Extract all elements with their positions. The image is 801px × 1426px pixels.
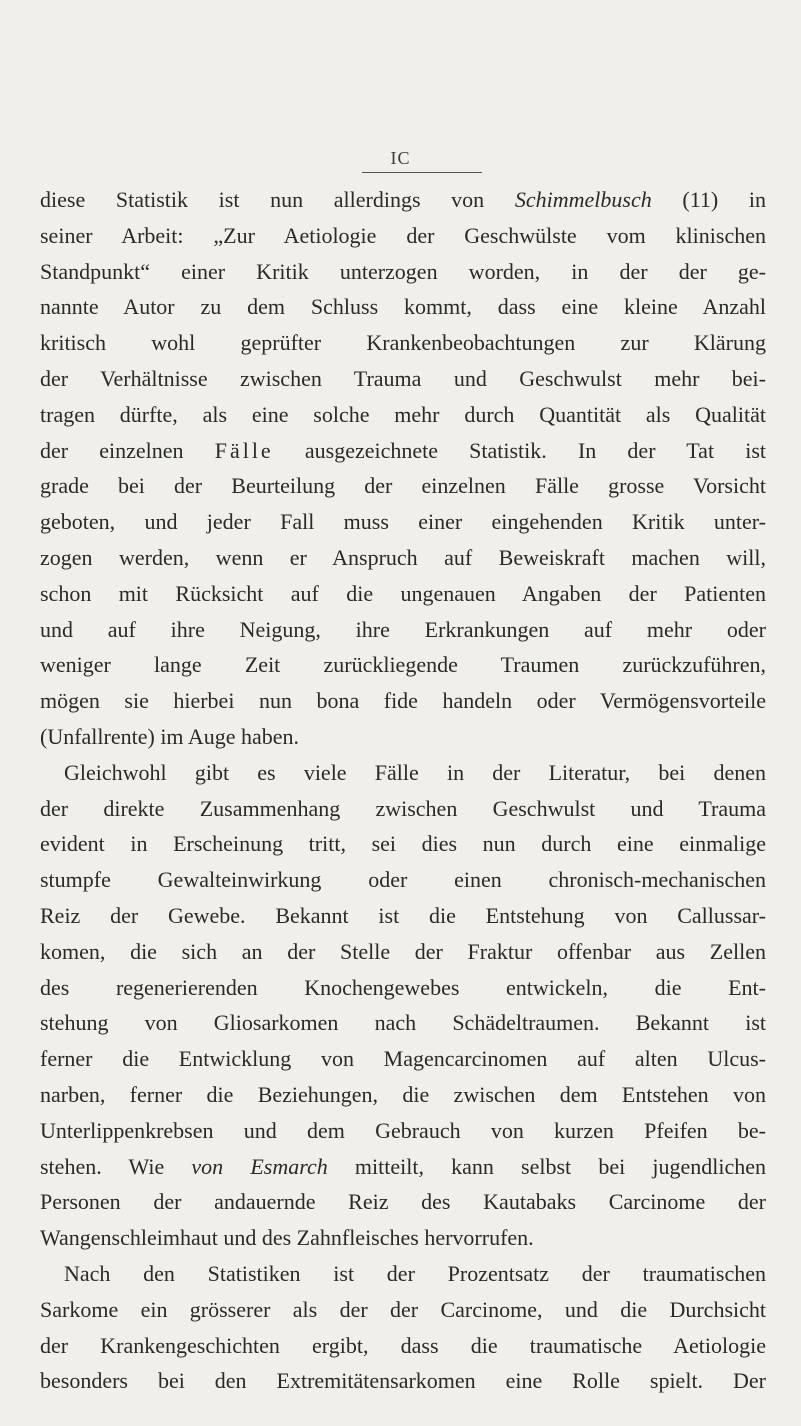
text-segment: und auf ihre Neigung, ihre Erkrankungen auf mehr oder: [40, 616, 766, 642]
text-segment: des regenerierenden Knochengewebes entwickeln, die Ent-: [40, 974, 766, 1000]
text-segment: grade bei der Beurteilung der einzelnen Fälle grosse Vorsicht: [40, 473, 766, 499]
text-segment: seiner Arbeit: „Zur Aetiologie der Geschwülste vom klinischen: [40, 222, 766, 248]
text-segment: der direkte Zusammenhang zwischen Geschwulst und Trauma: [40, 795, 766, 821]
text-line: [40, 862, 766, 898]
text-line: [40, 504, 766, 540]
text-segment: mögen sie hierbei nun bona fide handeln oder Vermögensvorteile: [40, 688, 766, 714]
text-segment: ferner die Entwicklung von Magencarcinomen auf alten Ulcus-: [40, 1046, 766, 1072]
text-line: [40, 934, 766, 970]
text-line: [40, 791, 766, 827]
text-line: [40, 325, 766, 361]
spaced-word: Fälle: [214, 437, 274, 463]
text-segment: zogen werden, wenn er Anspruch auf Beweiskraft machen will,: [40, 544, 766, 570]
text-line: [40, 719, 766, 755]
text-segment: geboten, und jeder Fall muss einer eingehenden Kritik unter-: [40, 509, 766, 535]
text-segment: der einzelnen: [40, 437, 215, 463]
text-segment: komen, die sich an der Stelle der Fraktur offenbar aus Zellen: [40, 938, 766, 964]
text-segment: Standpunkt“ einer Kritik unterzogen worden, in der der ge-: [40, 258, 766, 284]
text-line: [40, 1256, 766, 1292]
text-segment: Personen der andauernde Reiz des Kautabaks Carcinome der: [40, 1189, 766, 1215]
text-line: [40, 576, 766, 612]
text-line: [40, 826, 766, 862]
page-number: IC: [390, 148, 411, 168]
text-line: [40, 1220, 766, 1256]
text-segment: evident in Erscheinung tritt, sei dies nun durch eine einmalige: [40, 831, 766, 857]
text-line: [40, 970, 766, 1006]
text-segment: besonders bei den Extremitätensarkomen eine Rolle spielt. Der: [40, 1368, 766, 1394]
text-line: [40, 683, 766, 719]
text-segment: ausgezeichnete Statistik. In der Tat ist: [273, 437, 766, 463]
text-line: [40, 540, 766, 576]
text-segment: der Verhältnisse zwischen Trauma und Geschwulst mehr bei-: [40, 365, 766, 391]
italic-name: von Esmarch: [191, 1153, 328, 1179]
text-segment: stehen. Wie: [40, 1153, 192, 1179]
text-line: [40, 1328, 766, 1364]
text-segment: kritisch wohl geprüfter Krankenbeobachtungen zur Klärung: [40, 330, 766, 356]
text-line: [40, 1005, 766, 1041]
text-line: [40, 1041, 766, 1077]
text-segment: (11) in: [651, 187, 766, 212]
text-line: [40, 1292, 766, 1328]
text-segment: mitteilt, kann selbst bei jugendlichen: [327, 1153, 766, 1179]
text-segment: Gleichwohl gibt es viele Fälle in der Literatur, bei denen: [64, 759, 766, 785]
italic-name: Schimmelbusch: [514, 187, 652, 212]
text-segment: (Unfallrente) im Auge haben.: [40, 723, 300, 749]
text-segment: nannte Autor zu dem Schluss kommt, dass eine kleine Anzahl: [40, 294, 766, 320]
text-line: [40, 361, 766, 397]
text-line: [40, 397, 766, 433]
text-line: [40, 1363, 766, 1399]
text-line: [40, 1113, 766, 1149]
text-segment: Wangenschleimhaut und des Zahnfleisches hervorrufen.: [40, 1225, 534, 1251]
text-line: [40, 468, 766, 504]
text-line: [40, 289, 766, 325]
text-segment: narben, ferner die Beziehungen, die zwischen dem Entstehen von: [40, 1081, 766, 1107]
header-rule: [362, 172, 482, 173]
text-segment: schon mit Rücksicht auf die ungenauen Angaben der Patienten: [40, 580, 766, 606]
text-line: [40, 898, 766, 934]
text-segment: stumpfe Gewalteinwirkung oder einen chronisch-mechanischen: [40, 867, 766, 893]
text-line: [40, 218, 766, 254]
text-line: [40, 1149, 766, 1185]
text-line: [40, 755, 766, 791]
text-segment: Unterlippenkrebsen und dem Gebrauch von kurzen Pfeifen be-: [40, 1117, 766, 1143]
text-segment: stehung von Gliosarkomen nach Schädeltraumen. Bekannt ist: [40, 1010, 766, 1036]
text-line: [40, 612, 766, 648]
text-line: [40, 1077, 766, 1113]
text-segment: weniger lange Zeit zurückliegende Traumen zurückzuführen,: [40, 652, 766, 678]
text-segment: tragen dürfte, als eine solche mehr durch Quantität als Qualität: [40, 401, 766, 427]
text-segment: Sarkome ein grösserer als der der Carcinome, und die Durchsicht: [40, 1296, 766, 1322]
text-line: [40, 433, 766, 469]
text-segment: diese Statistik ist nun allerdings von: [40, 187, 515, 212]
text-line: [40, 182, 766, 218]
text-segment: Nach den Statistiken ist der Prozentsatz der traumatischen: [64, 1260, 766, 1286]
text-line: [40, 647, 766, 683]
body-text: [40, 182, 766, 1399]
text-line: [40, 254, 766, 290]
text-segment: Reiz der Gewebe. Bekannt ist die Entstehung von Callussar-: [40, 902, 766, 928]
text-segment: der Krankengeschichten ergibt, dass die traumatische Aetiologie: [40, 1332, 766, 1358]
text-line: [40, 1184, 766, 1220]
